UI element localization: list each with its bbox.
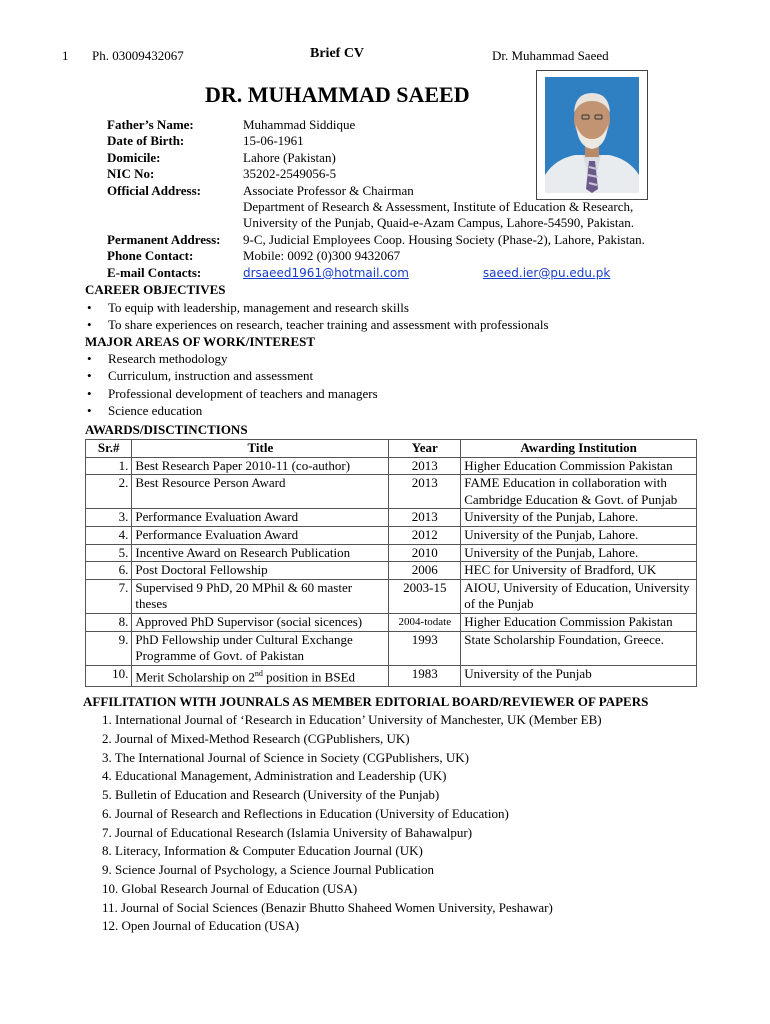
cell-title: Performance Evaluation Award xyxy=(132,526,389,544)
table-row xyxy=(86,544,697,562)
info-row-dob xyxy=(107,133,687,149)
list-item: 4. Educational Management, Administration and Leadership (UK) xyxy=(102,768,447,784)
cv-name-title: DR. MUHAMMAD SAEED xyxy=(205,82,470,107)
info-value: Department of Research & Assessment, Institute of Education & Research, xyxy=(243,199,634,215)
cell-title: PhD Fellowship under Cultural Exchange Programme of Govt. of Pakistan xyxy=(132,631,389,665)
cell-title: Best Resource Person Award xyxy=(132,475,389,509)
info-value: Muhammad Siddique xyxy=(243,117,356,132)
info-value: 9-C, Judicial Employees Coop. Housing Society (Phase-2), Lahore, Pakistan. xyxy=(243,231,645,247)
table-row xyxy=(86,579,697,613)
awards-table xyxy=(85,439,697,687)
table-row xyxy=(86,562,697,580)
cell-institution: Higher Education Commission Pakistan xyxy=(461,613,697,631)
info-label: E-mail Contacts: xyxy=(107,264,202,280)
info-row-official-address-3 xyxy=(107,215,687,231)
info-row-domicile xyxy=(107,150,687,166)
email-values xyxy=(243,265,687,281)
info-value: University of the Punjab, Quaid-e-Azam Campus, Lahore-54590, Pakistan. xyxy=(243,215,634,231)
cell-institution: University of the Punjab, Lahore. xyxy=(461,509,697,527)
table-row xyxy=(86,631,697,665)
column-header: Awarding Institution xyxy=(461,440,697,458)
info-label xyxy=(107,215,243,231)
list-item: • Curriculum, instruction and assessment xyxy=(87,367,378,384)
cell-year: 2013 xyxy=(389,457,461,475)
list-item: 5. Bulletin of Education and Research (University of the Punjab) xyxy=(102,787,440,802)
cell-sr: 1. xyxy=(86,457,132,475)
cell-institution: University of the Punjab xyxy=(461,665,697,686)
cell-title: Best Research Paper 2010-11 (co-author) xyxy=(132,457,389,475)
cell-title xyxy=(132,665,389,686)
table-row xyxy=(86,509,697,527)
cell-institution: Higher Education Commission Pakistan xyxy=(461,457,697,475)
info-value: Lahore (Pakistan) xyxy=(243,149,336,165)
cell-sr: 3. xyxy=(86,509,132,527)
cell-title: Performance Evaluation Award xyxy=(132,509,389,527)
list-item: 7. Journal of Educational Research (Islamia University of Bahawalpur) xyxy=(102,824,473,840)
list-item: 3. The International Journal of Science in Society (CGPublishers, UK) xyxy=(102,749,469,765)
list-item: 12. Open Journal of Education (USA) xyxy=(102,918,300,934)
column-header: Title xyxy=(132,440,389,458)
info-label: Father’s Name: xyxy=(107,117,194,132)
cell-institution: FAME Education in collaboration with Cambridge Education & Govt. of Punjab xyxy=(461,475,697,509)
info-label: NIC No: xyxy=(107,166,155,182)
cell-sr: 8. xyxy=(86,613,132,631)
list-item: 6. Journal of Research and Reflections in Education (University of Education) xyxy=(102,805,509,821)
column-header: Year xyxy=(389,440,461,458)
info-value: 35202-2549056-5 xyxy=(243,166,337,182)
header-author: Dr. Muhammad Saeed xyxy=(492,48,609,63)
career-objectives-heading: CAREER OBJECTIVES xyxy=(85,282,226,297)
info-row-phone xyxy=(107,248,687,264)
info-label: Permanent Address: xyxy=(107,231,221,247)
cell-institution: University of the Punjab, Lahore. xyxy=(461,544,697,562)
cell-title: Incentive Award on Research Publication xyxy=(132,544,389,562)
info-label: Date of Birth: xyxy=(107,133,185,149)
cell-institution: University of the Punjab, Lahore. xyxy=(461,526,697,544)
cell-sr: 9. xyxy=(86,631,132,665)
info-value: 15-06-1961 xyxy=(243,133,304,149)
cell-sr: 4. xyxy=(86,526,132,544)
list-item: 10. Global Research Journal of Education (USA) xyxy=(102,880,358,896)
personal-info xyxy=(107,117,687,281)
info-row-father xyxy=(107,117,687,133)
table-row xyxy=(86,457,697,475)
career-objectives-list xyxy=(87,299,549,334)
cell-year: 2010 xyxy=(389,544,461,562)
info-label xyxy=(107,199,243,215)
cell-year: 2013 xyxy=(389,475,461,509)
cell-institution: State Scholarship Foundation, Greece. xyxy=(461,631,697,665)
info-value: Associate Professor & Chairman xyxy=(243,182,414,198)
cell-year: 1983 xyxy=(389,665,461,686)
cell-sr: 6. xyxy=(86,562,132,580)
list-item: 8. Literacy, Information & Computer Education Journal (UK) xyxy=(102,843,423,859)
journals-list xyxy=(102,711,602,936)
cell-institution: AIOU, University of Education, University of the Punjab xyxy=(461,579,697,613)
table-row xyxy=(86,665,697,686)
cell-year: 1993 xyxy=(389,631,461,665)
title-text: Merit Scholarship on 2 xyxy=(135,669,255,685)
interests-heading: MAJOR AREAS OF WORK/INTEREST xyxy=(85,334,316,349)
info-row-official-address xyxy=(107,183,687,199)
page-header xyxy=(0,48,770,64)
cell-year: 2004-todate xyxy=(389,613,461,631)
awards-heading: AWARDS/DISCTINCTIONS xyxy=(85,422,248,437)
superscript-ordinal: nd xyxy=(254,668,263,678)
cell-title: Post Doctoral Fellowship xyxy=(132,562,389,580)
cell-title: Supervised 9 PhD, 20 MPhil & 60 master theses xyxy=(132,579,389,613)
header-phone: Ph. 03009432067 xyxy=(92,48,184,63)
list-item: • Science education xyxy=(87,402,378,419)
title-text: position in BSEd xyxy=(262,669,356,685)
table-row xyxy=(86,613,697,631)
cell-year: 2013 xyxy=(389,509,461,527)
cell-year: 2006 xyxy=(389,562,461,580)
table-row xyxy=(86,526,697,544)
info-label: Official Address: xyxy=(107,182,202,198)
list-item: 11. Journal of Social Sciences (Benazir Bhutto Shaheed Women University, Peshawar) xyxy=(102,899,553,915)
cell-institution: HEC for University of Bradford, UK xyxy=(461,562,697,580)
column-header: Sr.# xyxy=(86,440,132,458)
cell-sr: 7. xyxy=(86,579,132,613)
cell-sr: 2. xyxy=(86,475,132,509)
cell-title: Approved PhD Supervisor (social sicences) xyxy=(132,613,389,631)
info-row-nic xyxy=(107,166,687,182)
table-header-row xyxy=(86,440,697,458)
cell-year: 2012 xyxy=(389,526,461,544)
header-doc-title: Brief CV xyxy=(310,46,365,61)
info-value: Mobile: 0092 (0)300 9432067 xyxy=(243,248,401,264)
info-row-email xyxy=(107,265,687,281)
info-row-official-address-2 xyxy=(107,199,687,215)
cell-sr: 10. xyxy=(86,665,132,686)
list-item: • To equip with leadership, management and research skills xyxy=(87,299,549,316)
info-label: Domicile: xyxy=(107,149,161,165)
cell-year: 2003-15 xyxy=(389,579,461,613)
info-label: Phone Contact: xyxy=(107,248,194,264)
info-row-permanent-address xyxy=(107,232,687,248)
email-link-primary[interactable]: drsaeed1961@hotmail.com xyxy=(243,265,409,280)
interests-list xyxy=(87,350,378,419)
list-item: • Research methodology xyxy=(87,350,378,367)
table-row xyxy=(86,475,697,509)
list-item: 1. International Journal of ‘Research in Education’ University of Manchester, UK (Member EB) xyxy=(102,712,602,727)
cell-sr: 5. xyxy=(86,544,132,562)
list-item: • To share experiences on research, teacher training and assessment with professionals xyxy=(87,316,549,333)
page-number: 1 xyxy=(62,48,69,63)
list-item: 9. Science Journal of Psychology, a Science Journal Publication xyxy=(102,862,435,877)
list-item: • Professional development of teachers and managers xyxy=(87,385,378,402)
email-link-secondary[interactable]: saeed.ier@pu.edu.pk xyxy=(482,265,611,280)
list-item: 2. Journal of Mixed-Method Research (CGPublishers, UK) xyxy=(102,730,410,746)
journals-heading: AFFILITATION WITH JOUNRALS AS MEMBER EDITORIAL BOARD/REVIEWER OF PAPERS xyxy=(83,694,649,709)
